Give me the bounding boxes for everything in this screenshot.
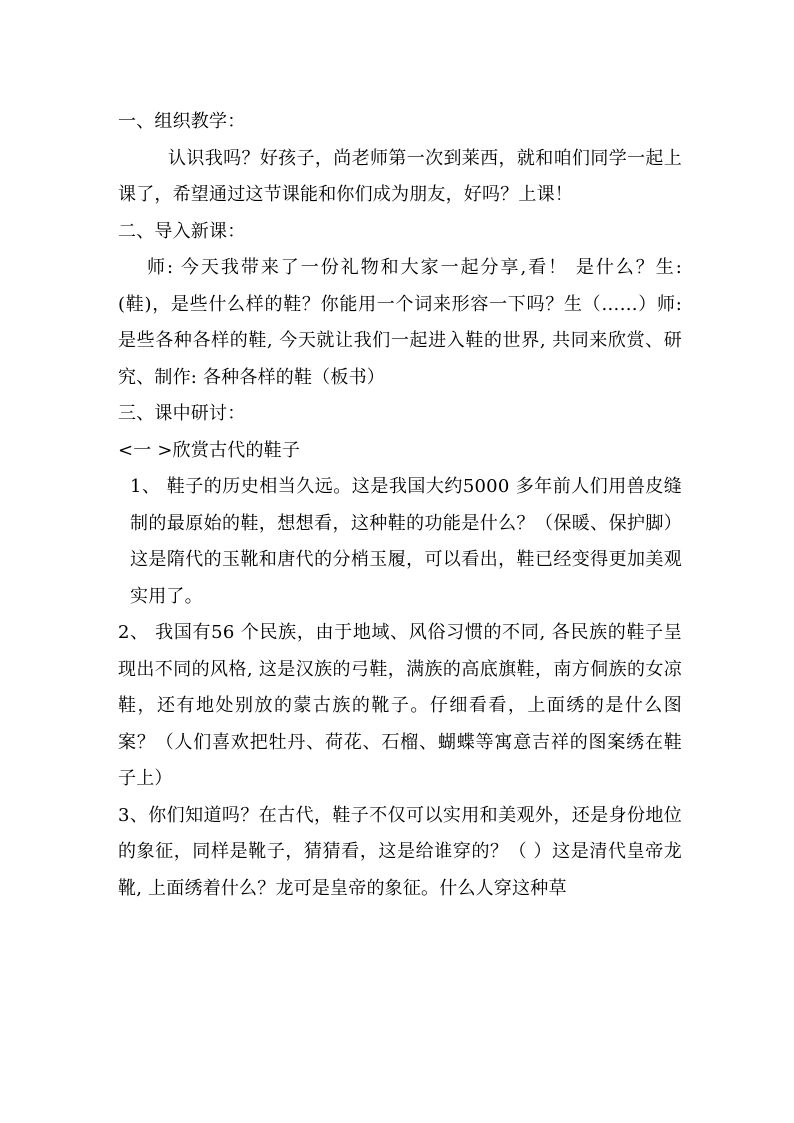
paragraph-greeting: 认识我吗？好孩子，尚老师第一次到莱西，就和咱们同学一起上课了，希望通过这节课能和你们成为朋友，好吗？上课！	[118, 147, 682, 205]
subsection-heading-ancient-shoes: <一 >欣赏古代的鞋子	[118, 439, 301, 461]
document-body	[118, 104, 682, 907]
section-heading-discussion: 三、课中研讨：	[118, 403, 246, 424]
section-heading-intro: 二、导入新课：	[118, 220, 246, 242]
paragraph-item-1: 1、 鞋子的历史相当久远。这是我国大约5000 多年前人们用兽皮缝制的最原始的鞋，想想看，这种鞋的功能是什么？（保暖、保护脚）这是隋代的玉靴和唐代的分梢玉履，可以看出，鞋已经变得更加美观实用了。	[130, 476, 682, 607]
paragraph-item-3: 3、你们知道吗？在古代，鞋子不仅可以实用和美观外，还是身份地位的象征，同样是靴子，猜猜看，这是给谁穿的？（ ）这是清代皇帝龙靴, 上面绣着什么？龙可是皇帝的象征。什么人穿这种草	[118, 804, 682, 899]
paragraph-intro: 师: 今天我带来了一份礼物和大家一起分享,看！ 是什么？生:(鞋)，是些什么样的鞋？你能用一个词来形容一下吗？生（……）师:是些各种各样的鞋, 今天就让我们一起进入鞋的世界, 共同来欣赏、研究、制作: 各种各样的鞋（板书）	[118, 257, 682, 388]
paragraph-item-2: 2、 我国有56 个民族，由于地域、风俗习惯的不同, 各民族的鞋子呈现出不同的风格, 这是汉族的弓鞋，满族的高底旗鞋，南方侗族的女凉鞋，还有地处别放的蒙古族的靴子。仔细看看，上面绣的是什么图案？（人们喜欢把牡丹、荷花、石榴、蝴蝶等寓意吉祥的图案绣在鞋子上）	[118, 622, 682, 789]
section-heading-organize: 一、组织教学：	[118, 111, 246, 132]
